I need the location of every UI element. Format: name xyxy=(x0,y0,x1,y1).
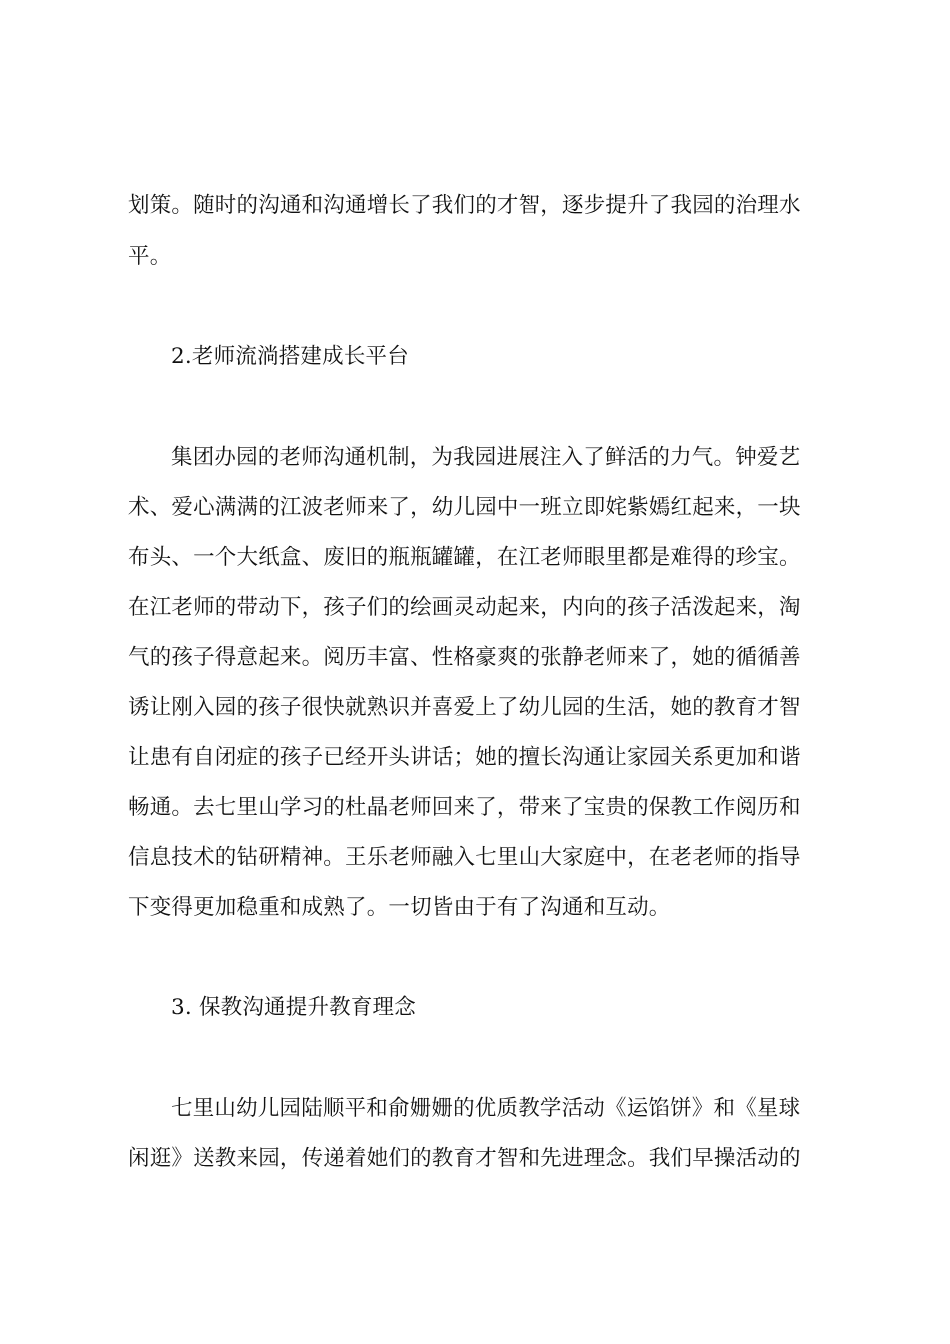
paragraph-line: 在江老师的带动下，孩子们的绘画灵动起来，内向的孩子活泼起来，淘 xyxy=(128,595,801,620)
section-heading: 3. 保教沟通提升教育理念 xyxy=(171,995,416,1020)
paragraph-line: 术、爱心满满的江波老师来了，幼儿园中一班立即姹紫嫣红起来，一块 xyxy=(128,495,801,520)
paragraph-line: 让患有自闭症的孩子已经开头讲话；她的擅长沟通让家园关系更加和谐 xyxy=(128,745,801,770)
paragraph-line: 划策。随时的沟通和沟通增长了我们的才智，逐步提升了我园的治理水 xyxy=(128,193,801,218)
paragraph-line: 平。 xyxy=(128,244,172,269)
paragraph-line: 信息技术的钻研精神。王乐老师融入七里山大家庭中，在老老师的指导 xyxy=(128,845,801,870)
section-heading: 2.老师流淌搭建成长平台 xyxy=(171,344,409,369)
paragraph-line: 集团办园的老师沟通机制，为我园进展注入了鲜活的力气。钟爱艺 xyxy=(171,445,801,470)
paragraph-line: 畅通。去七里山学习的杜晶老师回来了，带来了宝贵的保教工作阅历和 xyxy=(128,795,801,820)
paragraph-line: 布头、一个大纸盒、废旧的瓶瓶罐罐，在江老师眼里都是难得的珍宝。 xyxy=(128,545,801,570)
paragraph-line: 气的孩子得意起来。阅历丰富、性格豪爽的张静老师来了，她的循循善 xyxy=(128,645,801,670)
paragraph-line: 诱让刚入园的孩子很快就熟识并喜爱上了幼儿园的生活，她的教育才智 xyxy=(128,695,801,720)
paragraph-line: 闲逛》送教来园，传递着她们的教育才智和先进理念。我们早操活动的 xyxy=(128,1146,801,1171)
paragraph-line: 七里山幼儿园陆顺平和俞姗姗的优质教学活动《运馅饼》和《星球 xyxy=(171,1096,801,1121)
paragraph-line: 下变得更加稳重和成熟了。一切皆由于有了沟通和互动。 xyxy=(128,895,671,920)
